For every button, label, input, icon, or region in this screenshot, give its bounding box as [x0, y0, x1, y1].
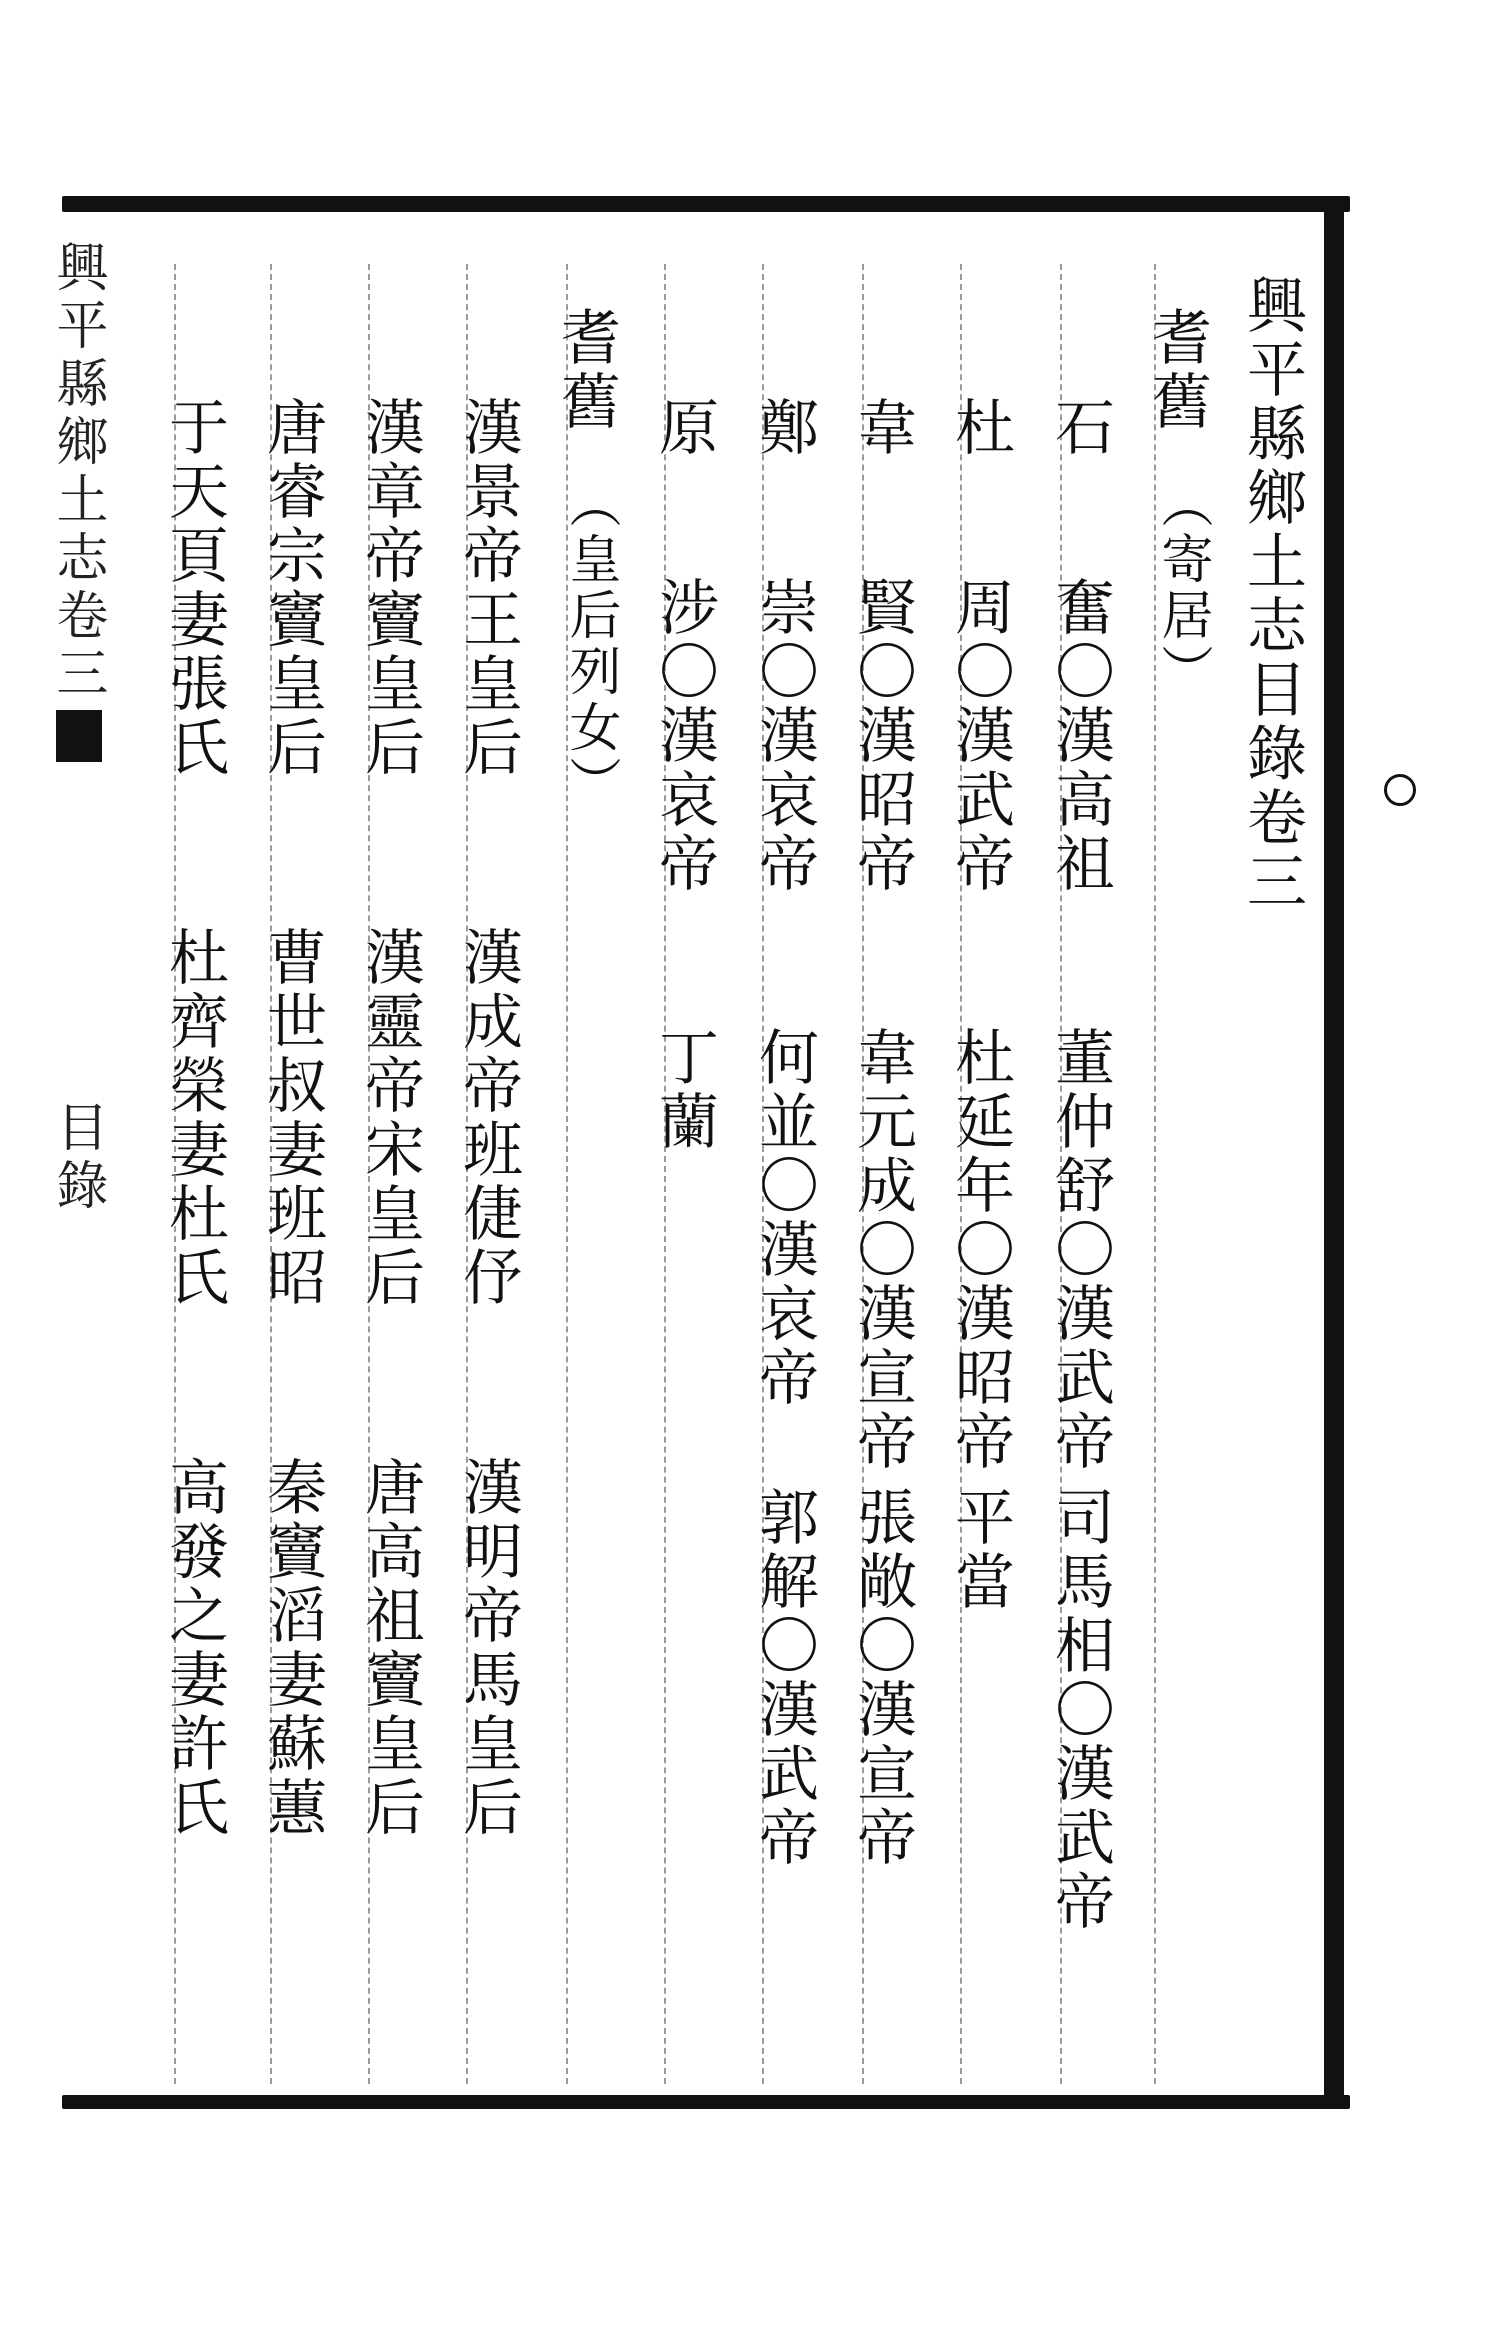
- surname: 原: [649, 396, 719, 460]
- fish-tail-block: [56, 710, 102, 762]
- entry: 秦竇滔妻蘇蕙: [257, 1456, 327, 1840]
- surname: 石: [1045, 396, 1115, 460]
- entry: 杜齊榮妻杜氏: [159, 926, 229, 1310]
- top-border-rule: [62, 196, 1350, 212]
- entry: 唐睿宗竇皇后: [257, 396, 327, 780]
- entry: 于天頁妻張氏: [159, 396, 229, 780]
- entry: 賢〇漢昭帝: [847, 576, 917, 896]
- entry: 漢明帝馬皇后: [453, 1456, 523, 1840]
- entry: 平當: [945, 1486, 1015, 1614]
- surname: 杜: [945, 396, 1015, 460]
- entry: 丁蘭: [649, 1026, 719, 1154]
- entry: 曹世叔妻班昭: [257, 926, 327, 1310]
- entry: 張敞〇漢宣帝: [847, 1486, 917, 1870]
- entry: 何並〇漢哀帝: [749, 1026, 819, 1410]
- section-note: （皇后列女）: [560, 476, 620, 812]
- entry: 涉〇漢哀帝: [649, 576, 719, 896]
- entry: 唐高祖竇皇后: [355, 1456, 425, 1840]
- entry: 漢章帝竇皇后: [355, 396, 425, 780]
- entry: 漢靈帝宋皇后: [355, 926, 425, 1310]
- entry: 漢景帝王皇后: [453, 396, 523, 780]
- entry: 韋元成〇漢宣帝: [847, 1026, 917, 1474]
- entry: 漢成帝班倢伃: [453, 926, 523, 1310]
- edge-folio: 目錄: [47, 1100, 107, 1216]
- fish-tail-mark: [1384, 774, 1416, 806]
- edge-title: 興平縣鄉土志卷三: [47, 240, 107, 704]
- surname: 韋: [847, 396, 917, 460]
- section-heading: 耆舊: [1142, 306, 1212, 434]
- entry: 杜延年〇漢昭帝: [945, 1026, 1015, 1474]
- page-frame: [62, 196, 1350, 2111]
- entry: 司馬相〇漢武帝: [1045, 1486, 1115, 1934]
- section-note: （寄居）: [1152, 476, 1212, 700]
- entry: 崇〇漢哀帝: [749, 576, 819, 896]
- entry: 郭解〇漢武帝: [749, 1486, 819, 1870]
- section-heading: 耆舊: [551, 306, 621, 434]
- column-divider: [664, 264, 666, 2084]
- book-title: 興平縣鄉土志目錄卷三: [1237, 274, 1307, 914]
- entry: 董仲舒〇漢武帝: [1045, 1026, 1115, 1474]
- bottom-border-rule: [62, 2095, 1350, 2109]
- right-border-rule: [1324, 196, 1344, 2109]
- entry: 奮〇漢高祖: [1045, 576, 1115, 896]
- surname: 鄭: [749, 396, 819, 460]
- entry: 高發之妻許氏: [159, 1456, 229, 1840]
- entry: 周〇漢武帝: [945, 576, 1015, 896]
